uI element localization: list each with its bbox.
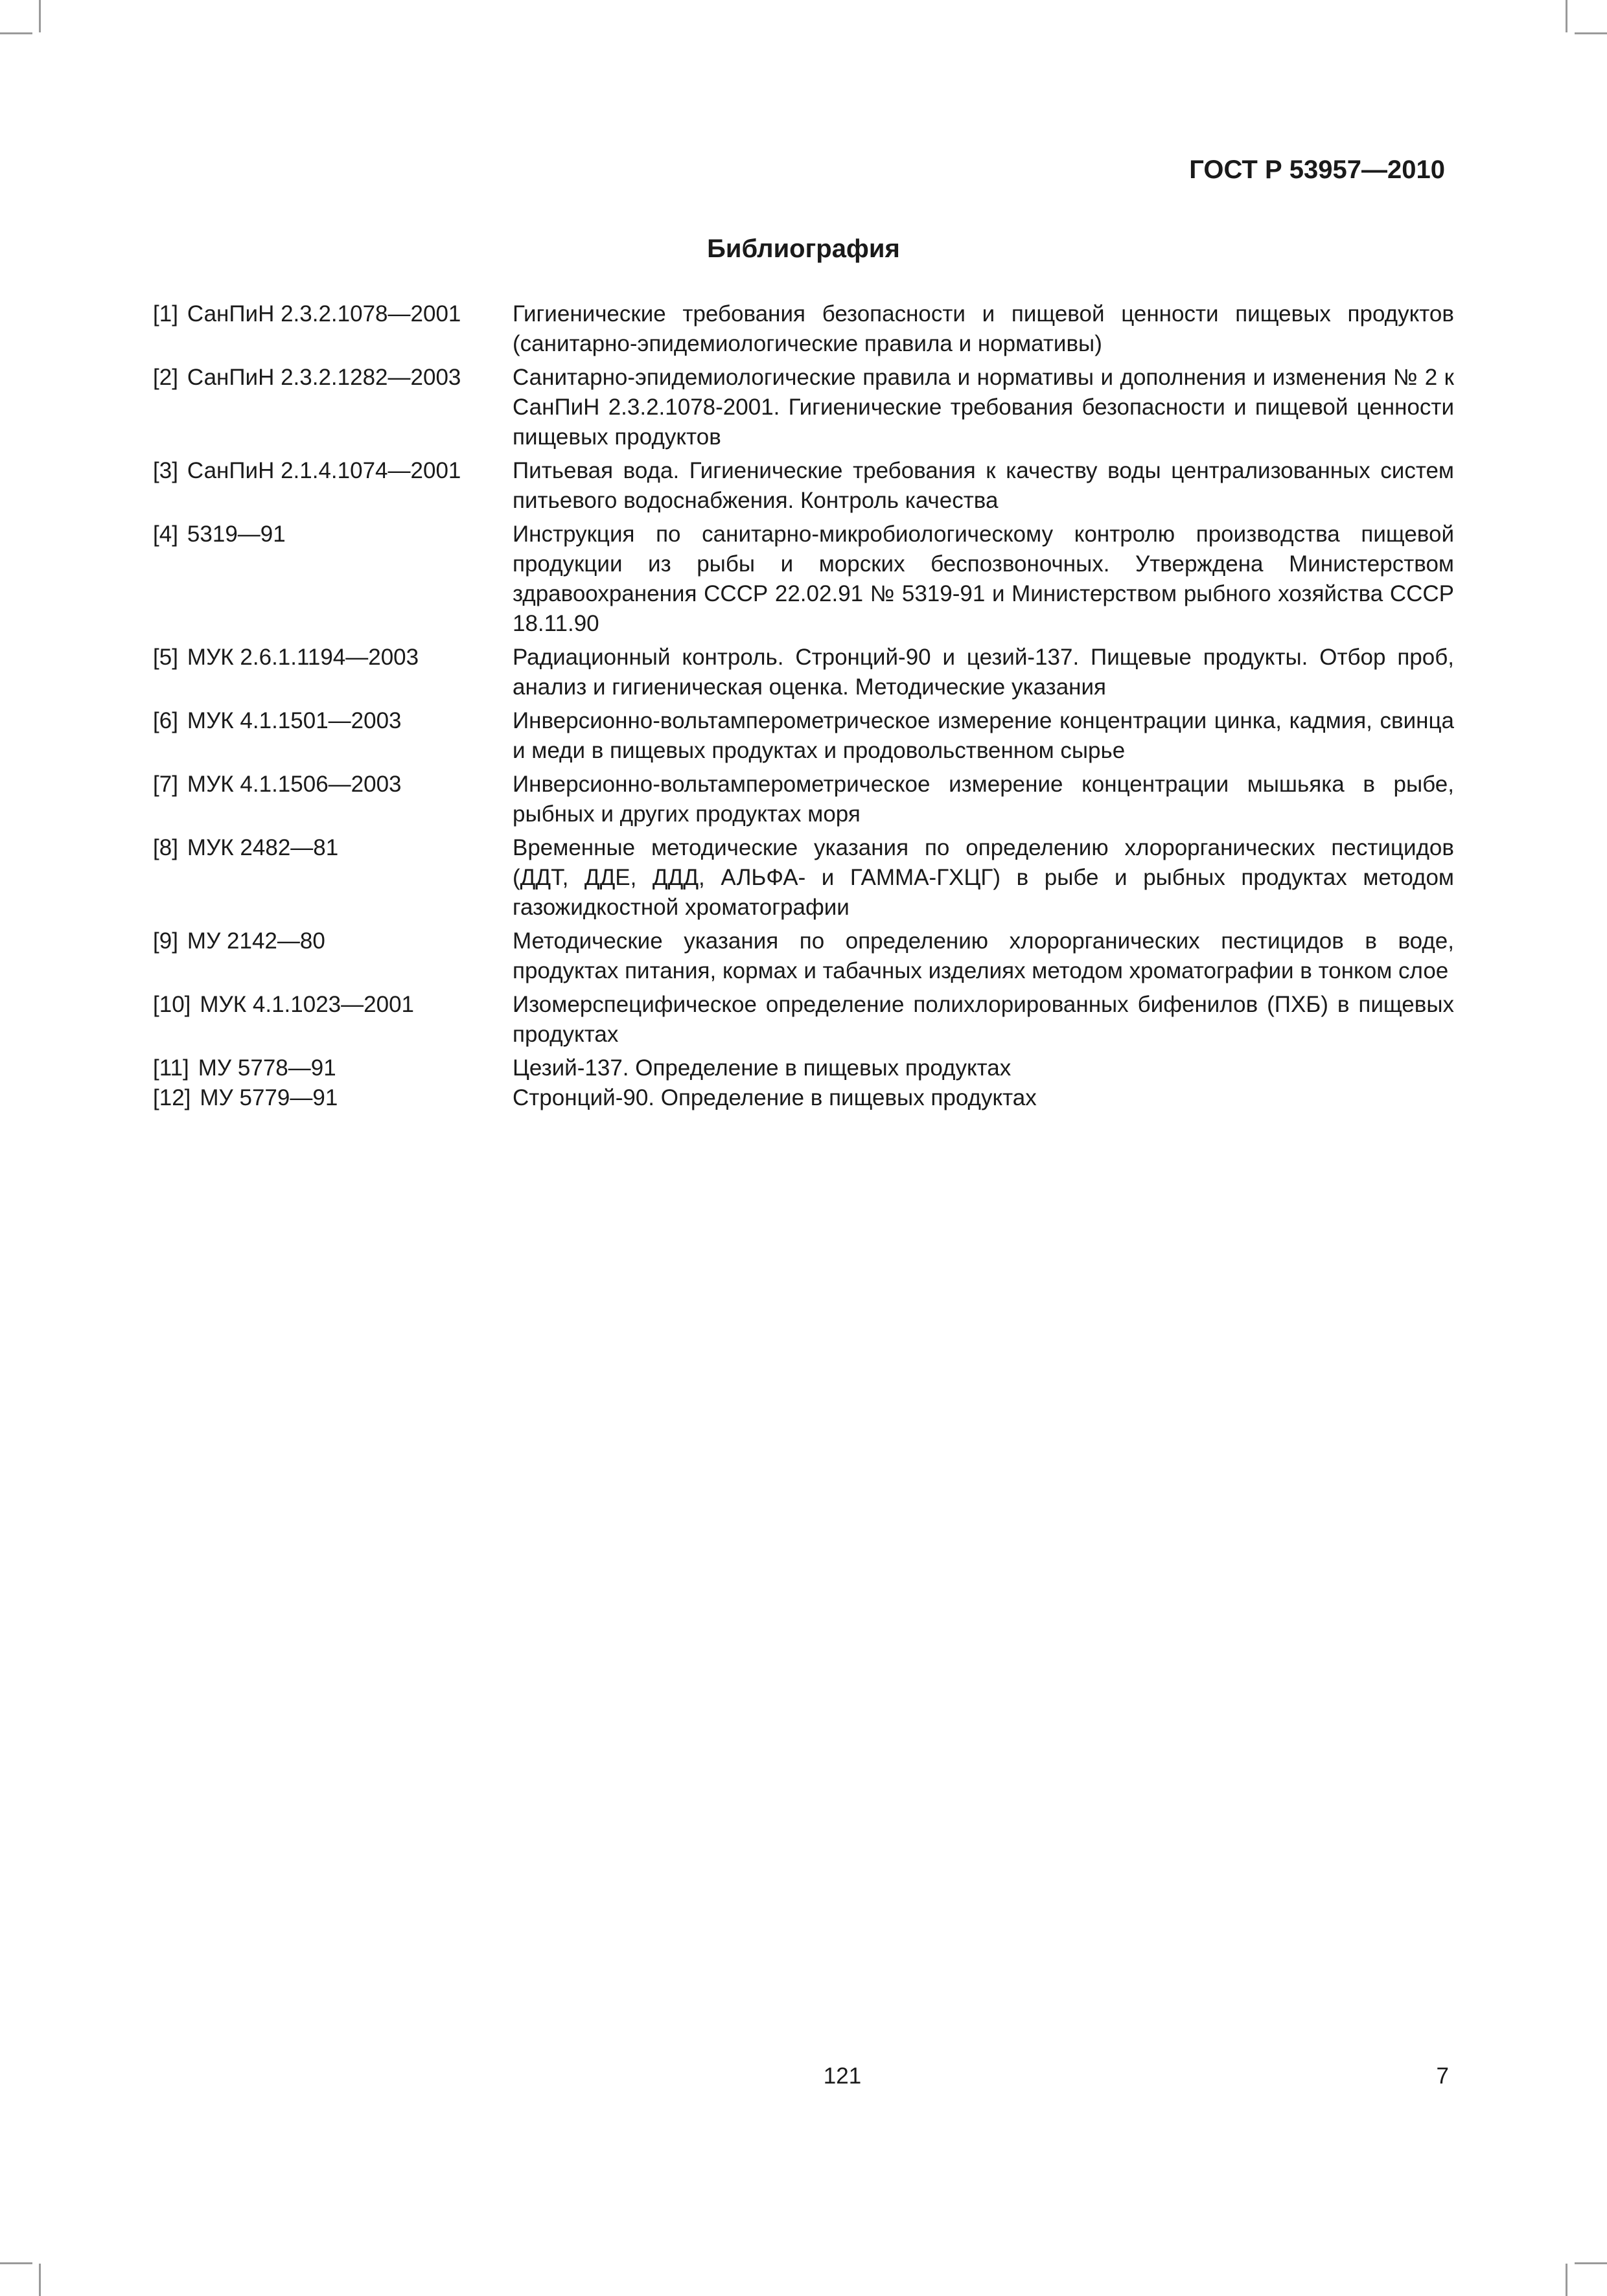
entry-text: Инверсионно-вольтамперометрическое измерение концентрации мышьяка в рыбе, рыбных и других продуктах моря — [513, 772, 1454, 827]
entry-number: [2] — [153, 365, 178, 390]
crop-mark — [1575, 2262, 1607, 2264]
entry-code: МУК 2482—81 — [187, 835, 339, 860]
entry-number: [10] — [153, 992, 191, 1017]
page-number-right: 7 — [1436, 2063, 1449, 2089]
entry-code: МУ 2142—80 — [187, 928, 325, 954]
bibliography-entry — [153, 926, 1454, 986]
standard-code: ГОСТ Р 53957—2010 — [1189, 155, 1445, 184]
crop-mark — [1575, 32, 1607, 34]
entry-number: [5] — [153, 645, 178, 670]
entry-number: [3] — [153, 458, 178, 483]
bibliography-entry — [153, 363, 1454, 452]
entry-text: Инструкция по санитарно-микробиологическому контролю производства пищевой продукции из рыбы и морских беспозвоночных. Утверждена Министерством здравоохранения СССР 22.02.91 № 5319-91 и Министерством рыбного хозяйства СССР 18.11.90 — [513, 522, 1454, 636]
bibliography-list — [153, 299, 1454, 1113]
crop-mark — [1566, 0, 1567, 32]
bibliography-entry — [153, 990, 1454, 1050]
entry-text: Методические указания по определению хлорорганических пестицидов в воде, продуктах питания, кормах и табачных изделиях методом хроматографии в тонком слое — [513, 928, 1454, 983]
bibliography-entry — [153, 833, 1454, 923]
entry-code: МУК 4.1.1501—2003 — [187, 708, 402, 733]
entry-text: Цезий-137. Определение в пищевых продуктах — [513, 1055, 1012, 1081]
page-title: Библиография — [707, 235, 900, 263]
entry-text: Стронций-90. Определение в пищевых продуктах — [513, 1085, 1037, 1110]
entry-code: СанПиН 2.1.4.1074—2001 — [187, 458, 461, 483]
entry-text: Изомерспецифическое определение полихлорированных бифенилов (ПХБ) в пищевых продуктах — [513, 992, 1454, 1047]
crop-mark — [39, 2264, 41, 2296]
bibliography-entry — [153, 706, 1454, 766]
entry-text: Радиационный контроль. Стронций-90 и цезий-137. Пищевые продукты. Отбор проб, анализ и гигиеническая оценка. Методические указания — [513, 645, 1454, 700]
entry-number: [11] — [153, 1055, 189, 1081]
bibliography-entry — [153, 456, 1454, 516]
bibliography-entry — [153, 643, 1454, 702]
entry-number: [6] — [153, 708, 178, 733]
entry-code: СанПиН 2.3.2.1078—2001 — [187, 301, 461, 327]
entry-code: СанПиН 2.3.2.1282—2003 — [187, 365, 461, 390]
entry-code: МУК 2.6.1.1194—2003 — [187, 645, 419, 670]
entry-number: [7] — [153, 772, 178, 797]
entry-text: Временные методические указания по определению хлорорганических пестицидов (ДДТ, ДДЕ, ДДД, АЛЬФА- и ГАММА-ГХЦГ) в рыбе и рыбных продуктах методом газожидкостной хроматографии — [513, 835, 1454, 920]
entry-text: Гигиенические требования безопасности и пищевой ценности пищевых продуктов (санитарно-эпидемиологические правила и нормативы) — [513, 301, 1454, 356]
crop-mark — [39, 0, 41, 32]
entry-number: [1] — [153, 301, 178, 327]
entry-code: 5319—91 — [187, 522, 286, 547]
entry-code: МУК 4.1.1506—2003 — [187, 772, 402, 797]
entry-text: Санитарно-эпидемиологические правила и нормативы и дополнения и изменения № 2 к СанПиН 2.3.2.1078-2001. Гигиенические требования безопасности и пищевой ценности пищевых продуктов — [513, 365, 1454, 450]
bibliography-entry — [153, 1083, 1454, 1113]
entry-number: [12] — [153, 1085, 191, 1110]
bibliography-entry — [153, 770, 1454, 829]
entry-number: [8] — [153, 835, 178, 860]
crop-mark — [1566, 2264, 1567, 2296]
bibliography-entry — [153, 520, 1454, 639]
bibliography-entry — [153, 299, 1454, 359]
crop-mark — [0, 32, 32, 34]
page-number-center: 121 — [823, 2063, 862, 2089]
entry-code: МУК 4.1.1023—2001 — [200, 992, 414, 1017]
entry-code: МУ 5779—91 — [200, 1085, 338, 1110]
entry-number: [9] — [153, 928, 178, 954]
entry-code: МУ 5778—91 — [198, 1055, 336, 1081]
bibliography-entry — [153, 1053, 1454, 1083]
entry-text: Инверсионно-вольтамперометрическое измерение концентрации цинка, кадмия, свинца и меди в пищевых продуктах и продовольственном сырье — [513, 708, 1454, 763]
crop-mark — [0, 2262, 32, 2264]
entry-text: Питьевая вода. Гигиенические требования к качеству воды централизованных систем питьевого водоснабжения. Контроль качества — [513, 458, 1454, 513]
entry-number: [4] — [153, 522, 178, 547]
